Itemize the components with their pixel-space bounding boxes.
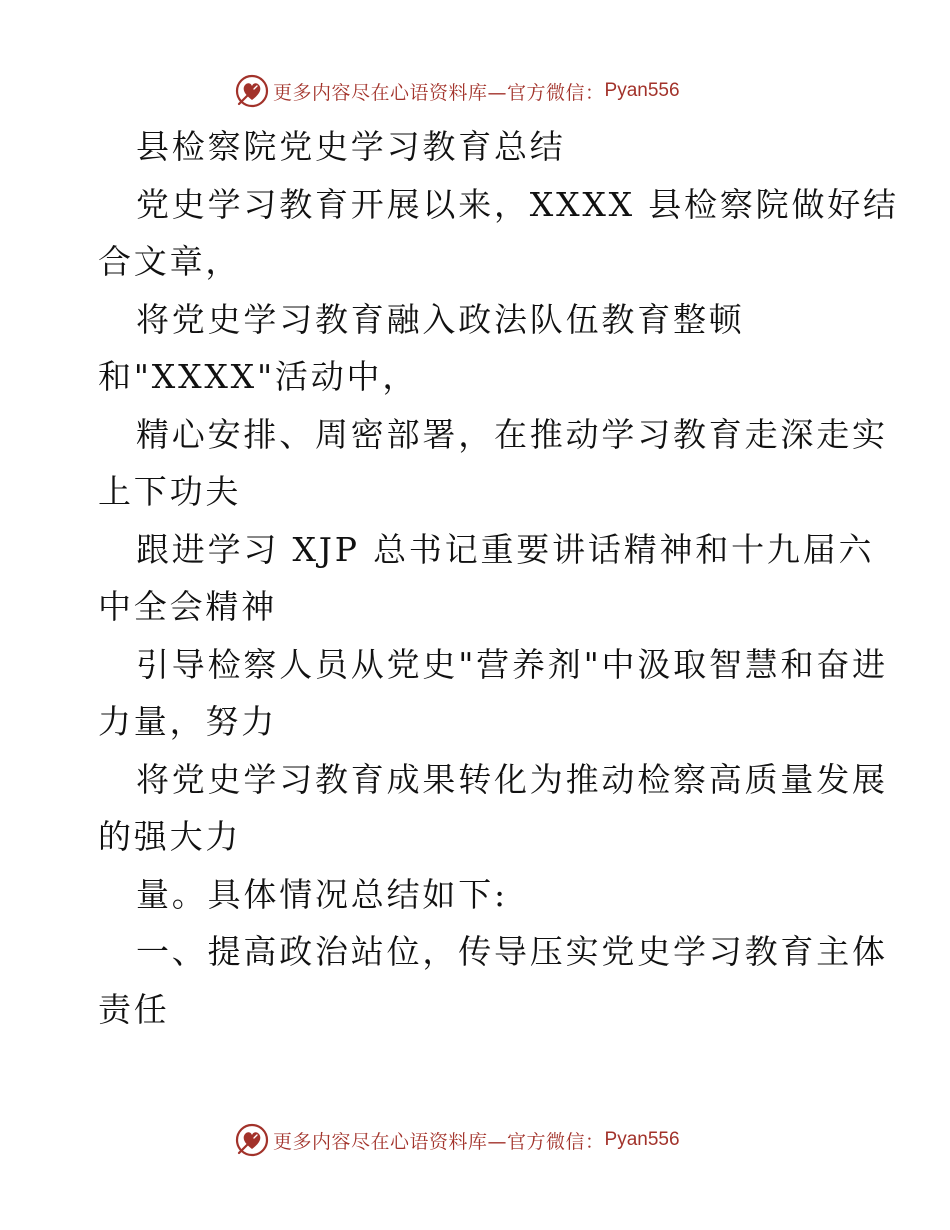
document-body: [98, 118, 899, 1038]
text-line: 将党史学习教育成果转化为推动检察高质量发展: [136, 759, 888, 799]
text-line: 精心安排、周密部署，在推动学习教育走深走实: [136, 414, 888, 454]
text-line: 合文章，: [98, 242, 242, 281]
watermark-text: 更多内容尽在心语资料库—官方微信：: [273, 81, 605, 104]
header-watermark: [235, 73, 715, 109]
text-line: 量。具体情况总结如下:: [136, 874, 508, 914]
text-line: 将党史学习教育融入政法队伍教育整顿: [136, 299, 745, 339]
text-line: 跟进学习 XJP 总书记重要讲话精神和十九届六: [136, 529, 875, 569]
text-line: 力量，努力: [98, 702, 277, 741]
heart-pen-logo-icon: [235, 1123, 269, 1157]
text-line: 和"XXXX"活动中，: [98, 357, 419, 396]
text-line: 上下功夫: [98, 472, 242, 511]
text-line: 一、提高政治站位，传导压实党史学习教育主体: [136, 932, 888, 971]
text-line: 引导检察人员从党史"营养剂"中汲取智慧和奋进: [136, 644, 888, 684]
footer-watermark: [235, 1122, 715, 1158]
document-title: 县检察院党史学习教育总结: [136, 127, 566, 166]
watermark-text: 更多内容尽在心语资料库—官方微信：: [273, 1130, 605, 1153]
watermark-wechat-id: Pyan556: [604, 1129, 680, 1150]
text-line: 的强大力: [98, 817, 242, 856]
text-line: 责任: [98, 989, 170, 1029]
heart-pen-logo-icon: [235, 74, 269, 108]
text-line: 中全会精神: [98, 587, 277, 626]
text-line: 党史学习教育开展以来，XXXX 县检察院做好结: [136, 184, 899, 224]
watermark-wechat-id: Pyan556: [604, 80, 680, 101]
